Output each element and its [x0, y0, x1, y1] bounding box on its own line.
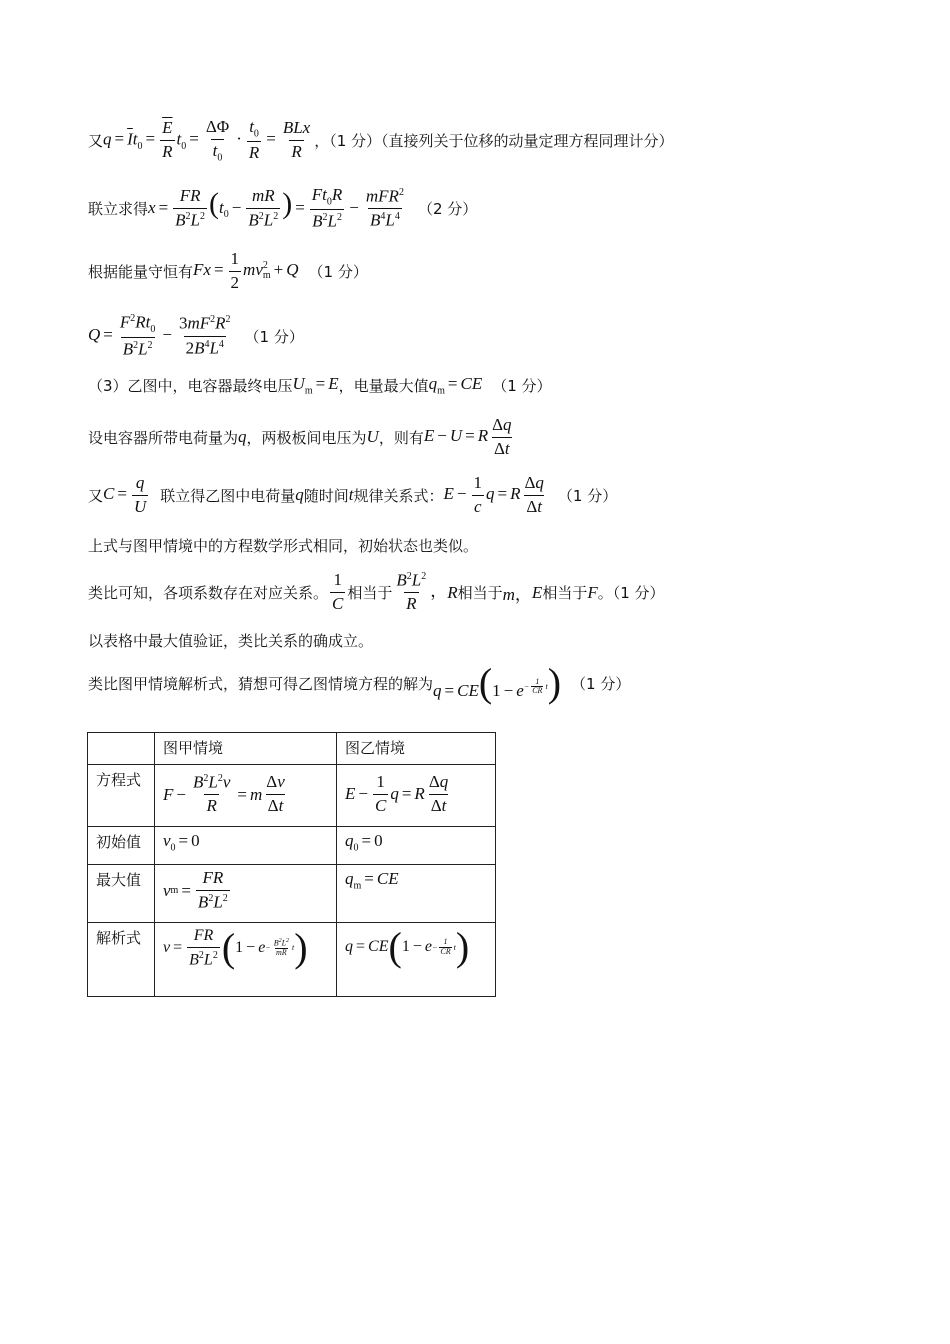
formula-init-b: $q_0 = 0$ — [345, 831, 383, 854]
table-row — [88, 733, 496, 765]
text-line-verify — [88, 630, 373, 651]
symbol-t: t — [348, 485, 354, 505]
score-note: （2 分） — [417, 200, 478, 219]
score-note: （1 分） — [571, 674, 631, 693]
text-segment: 以表格中最大值验证，类比关系的确成立。 — [88, 632, 374, 650]
text-segment: ，电量最大值 — [338, 376, 429, 395]
formula-inverse-c: $\frac{1}{C}$ — [332, 570, 344, 614]
table-cell — [337, 865, 496, 923]
text-prefix: 根据能量守恒有 — [88, 262, 194, 281]
score-note: 。（1 分） — [597, 584, 665, 603]
table-row — [88, 765, 496, 827]
text-prefix: 联立求得 — [88, 200, 149, 219]
table-cell — [155, 765, 337, 827]
formula-eq-b: E − $\frac{1}{C}$ q = R $\frac{\Delta q}{\Delta t}$ — [345, 772, 449, 815]
formula-sol-a: v = $\frac{FR}{B^2L^2}$ ( 1 − e − $\frac{B^2L^2}{mR}$ t ) — [163, 924, 308, 970]
formula-max-charge: $q_m$ = CE — [428, 374, 483, 397]
text-segment: （3）乙图中，电容器最终电压 — [88, 376, 293, 395]
score-note: （1 分） — [308, 262, 368, 281]
table-row — [88, 865, 496, 923]
score-note: （1 分） — [492, 376, 552, 395]
text-line-analogy — [88, 571, 665, 614]
text-segment: 规律关系式： — [353, 486, 444, 505]
formula-b2l2-over-r: $\frac{B^2L^2}{R}$ ， — [396, 570, 448, 614]
text-segment: 又 — [88, 486, 104, 505]
text-line-capacitor — [88, 374, 552, 396]
table-header: 图甲情境 — [155, 733, 337, 765]
formula-circuit: E − U = R $\frac{\Delta q}{\Delta t}$ — [423, 415, 512, 458]
table-cell — [155, 865, 337, 923]
formula-voltage: $U_m = E$ — [292, 374, 339, 397]
text-segment: 联立得乙图中电荷量 — [160, 486, 296, 505]
text-segment: 随时间 — [303, 486, 349, 505]
score-note: ，（1 分）（直接列关于位移的动量定理方程同理计分） — [314, 132, 674, 151]
symbol-m: m， — [502, 585, 532, 605]
table-cell — [155, 923, 337, 997]
equation-line-displacement — [88, 186, 477, 232]
table-cell — [155, 827, 337, 865]
text-segment: 上式与图甲情境中的方程数学形式相同，初始状态也类似。 — [88, 537, 479, 555]
text-segment: ，则有 — [378, 428, 424, 447]
row-label: 最大值 — [88, 865, 155, 923]
formula-relation: E − $\frac{1}{c}$ q = R $\frac{\Delta q}{\Delta t}$ — [443, 473, 544, 516]
symbol-u: U — [366, 427, 379, 447]
text-segment: 相当于 — [457, 584, 503, 603]
row-label: 初始值 — [88, 827, 155, 865]
text-line-relation — [88, 474, 617, 516]
formula-capacitance: C = $\frac{q}{U}$ — [103, 473, 147, 516]
text-line-solution — [88, 660, 631, 705]
text-prefix: 又 — [88, 132, 104, 151]
text-segment: 相当于 — [347, 584, 393, 603]
formula-eq-a: F − $\frac{B^2L^2v}{R}$ = m $\frac{\Delta v}{\Delta t}$ — [163, 772, 285, 816]
table-cell — [337, 765, 496, 827]
formula-max-a: v m = $\frac{FR}{B^2L^2}$ — [163, 868, 228, 912]
equation-line-energy — [88, 250, 368, 292]
symbol-q: q — [295, 485, 304, 505]
text-line-circuit — [88, 416, 516, 458]
equation-line-heat — [88, 313, 304, 359]
equation-line-charge — [88, 118, 674, 163]
formula-solution: q = CE(1 − e− $\frac{1}{CR}$ t) — [433, 660, 562, 705]
text-segment: 设电容器所带电荷量为 — [88, 428, 239, 447]
table-cell — [337, 923, 496, 997]
formula-charge: $q = \overline{I}t_0$ = $\frac{\overline{E}}{R}$ $t_0$ = $\frac{\Delta\Phi}{t_0}$ · $\frac{t_0}{R}$ = $\frac{\text{BLx}}{R}$ — [103, 117, 311, 164]
table-row — [88, 923, 496, 997]
formula-init-a: $v_0 = 0$ — [163, 831, 200, 854]
table-cell — [337, 827, 496, 865]
row-label: 方程式 — [88, 765, 155, 827]
symbol-r: R — [447, 582, 458, 602]
symbol-f: F — [587, 582, 598, 602]
score-note: （1 分） — [244, 327, 304, 346]
formula-sol-b: q = CE ( 1 − e − $\frac{1}{CR}$ t ) — [345, 924, 470, 969]
comparison-table — [87, 732, 496, 997]
text-segment: 类比可知，各项系数存在对应关系。 — [88, 584, 329, 603]
symbol-q: q — [238, 427, 247, 447]
table-row — [88, 827, 496, 865]
text-segment: 类比图甲情境解析式，猜想可得乙图情境方程的解为 — [88, 674, 434, 693]
formula-energy: Fx = $\frac{1}{2}$ mv 2 m + Q — [193, 249, 299, 292]
text-segment: 相当于 — [542, 584, 588, 603]
formula-heat: Q = $\frac{F^2Rt_0}{B^2L^2}$ − $\frac{3mF^2R^2}{2B^4L^4}$ — [88, 312, 231, 359]
formula-displacement: x = $\frac{FR}{B^2L^2}$ ($t_0$ − $\frac{mR}{B^2L^2}$ ) = $\frac{Ft_0R}{B^2L^2}$ − $\frac{mFR^2}{B^4L^4}$ — [148, 185, 404, 232]
score-note: （1 分） — [557, 486, 618, 505]
formula-max-b: $q_m$ = CE — [345, 869, 399, 892]
table-header: 图乙情境 — [337, 733, 496, 765]
text-line-similarity — [88, 535, 478, 556]
text-segment: ，两极板间电压为 — [246, 428, 367, 447]
symbol-e: E — [531, 582, 543, 602]
row-label: 解析式 — [88, 923, 155, 997]
table-cell — [88, 733, 155, 765]
